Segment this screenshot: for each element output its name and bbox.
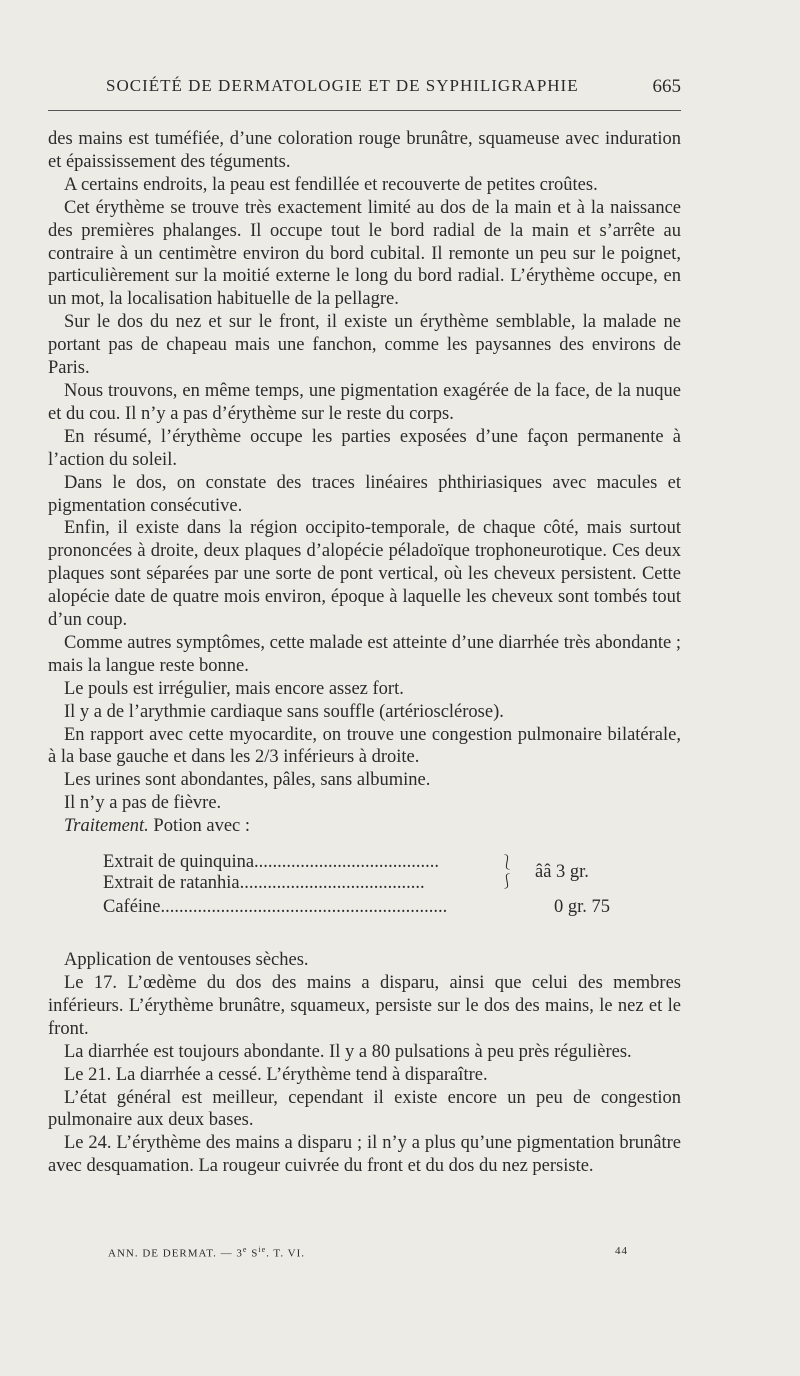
- paragraph: Enfin, il existe dans la région occipito-temporale, de chaque côté, mais surtout prononcées à droite, deux plaques d’alopécie péladoïque trophoneurotique. Ces deux plaques sont séparées par une sorte de pont vertical, où les cheveux persistent. Cette alopécie date de quatre mois environ, époque à laquelle les cheveux sont tombés tout d’un coup.: [48, 518, 681, 631]
- journal-ref-sup: ie: [258, 1245, 267, 1254]
- paragraph: Le 24. L’érythème des mains a disparu ; il n’y a plus qu’une pigmentation brunâtre avec desquamation. La rougeur cuivrée du front et du dos du nez persiste.: [48, 1133, 681, 1177]
- paragraph: Application de ventouses sèches.: [64, 950, 309, 971]
- page-number: 665: [652, 76, 681, 97]
- paragraph: Il n’y a pas de fièvre.: [64, 793, 222, 814]
- paragraph: Cet érythème se trouve très exactement limité au dos de la main et à la naissance des premières phalanges. Il occupe tout le bord radial de la main et s’arrête au contraire à un centimètre environ du bord cubital. Il remonte un peu sur le poignet, particulièrement sur la moitié externe le long du bord radial. L’érythème occupe, en un mot, la localisation habituelle de la pellagre.: [48, 197, 681, 310]
- signature-mark: 44: [615, 1245, 628, 1257]
- prescription-item-name: Caféine: [103, 897, 161, 918]
- brace: ⎱ ⎰: [500, 856, 514, 891]
- running-title: SOCIÉTÉ DE DERMATOLOGIE ET DE SYPHILIGRAPHIE: [106, 76, 579, 95]
- paragraph: Le 21. La diarrhée a cessé. L’érythème tend à disparaître.: [64, 1064, 488, 1085]
- paragraph: En résumé, l’érythème occupe les parties exposées d’une façon permanente à l’action du soleil.: [48, 426, 681, 470]
- treatment-line: [48, 815, 681, 838]
- prescription: [48, 851, 681, 933]
- paragraph: Il y a de l’arythmie cardiaque sans souffle (artériosclérose).: [64, 701, 504, 722]
- shared-quantity: ââ 3 gr.: [535, 862, 589, 883]
- journal-ref-text: ANN. DE DERMAT. — 3: [108, 1247, 243, 1260]
- journal-ref-text: . T. VI.: [266, 1247, 305, 1260]
- paragraph: La diarrhée est toujours abondante. Il y a 80 pulsations à peu près régulières.: [64, 1041, 632, 1062]
- cafeine-quantity: 0 gr. 75: [554, 897, 611, 918]
- leader-dots: ........................................: [239, 873, 425, 894]
- leader-dots: ........................................: [254, 852, 440, 873]
- paragraph: Nous trouvons, en même temps, une pigmentation exagérée de la face, de la nuque et du cou. Il n’y a pas d’érythème sur le reste du corps.: [48, 380, 681, 424]
- paragraph: En rapport avec cette myocardite, on trouve une congestion pulmonaire bilatérale, à la base gauche et dans les 2/3 inférieurs à droite.: [48, 724, 681, 768]
- paragraph: Dans le dos, on constate des traces linéaires phthiriasiques avec macules et pigmentation consécutive.: [48, 472, 681, 516]
- paragraph: Le 17. L’œdème du dos des mains a disparu, ainsi que celui des membres inférieurs. L’érythème brunâtre, squameux, persiste sur le dos des mains, le nez et le front.: [48, 973, 681, 1039]
- prescription-item: [103, 896, 488, 919]
- paragraph: L’état général est meilleur, cependant il existe encore un peu de congestion pulmonaire aux deux bases.: [48, 1087, 681, 1131]
- header-rule: [48, 110, 681, 111]
- treatment-text: Potion avec :: [148, 816, 251, 837]
- treatment-label: Traitement.: [64, 816, 149, 837]
- prescription-item: [103, 872, 462, 895]
- page-footer: [108, 1245, 628, 1263]
- journal-reference: [108, 1245, 305, 1260]
- paragraph: Le pouls est irrégulier, mais encore assez fort.: [64, 678, 404, 699]
- text-body: [48, 128, 681, 1178]
- prescription-item-name: Extrait de ratanhia: [103, 873, 240, 894]
- journal-ref-text: S: [247, 1247, 259, 1260]
- running-header: [48, 76, 681, 102]
- journal-ref-sup: e: [242, 1245, 248, 1254]
- paragraph: Les urines sont abondantes, pâles, sans albumine.: [64, 770, 431, 791]
- leader-dots: ..............................................................: [160, 897, 448, 918]
- paragraph: A certains endroits, la peau est fendillée et recouverte de petites croûtes.: [64, 174, 598, 195]
- paragraph: Comme autres symptômes, cette malade est atteinte d’une diarrhée très abondante ; mais la langue reste bonne.: [48, 632, 681, 676]
- paragraph: des mains est tuméfiée, d’une coloration rouge brunâtre, squameuse avec induration et épaississement des téguments.: [48, 129, 681, 172]
- prescription-item: [103, 851, 466, 874]
- prescription-item-name: Extrait de quinquina: [103, 852, 255, 873]
- paragraph: Sur le dos du nez et sur le front, il existe un érythème semblable, la malade ne portant pas de chapeau mais une fanchon, comme les paysannes des environs de Paris.: [48, 312, 681, 379]
